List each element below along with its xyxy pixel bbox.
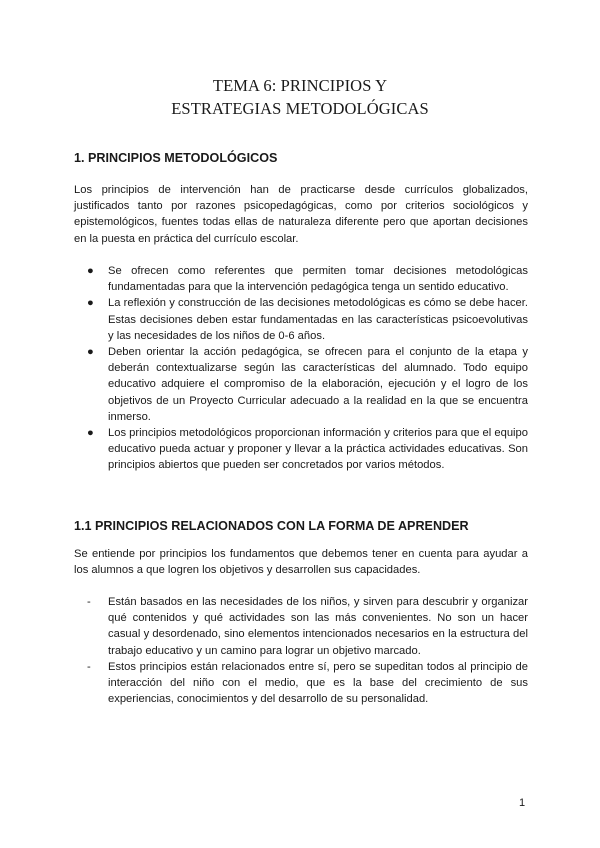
bullet-icon: ● [87, 265, 94, 277]
list-item [74, 594, 528, 659]
list-item [74, 425, 528, 474]
section-1-1-heading: 1.1 PRINCIPIOS RELACIONADOS CON LA FORMA DE APRENDER [74, 519, 469, 533]
section-1-bullet-list [74, 263, 528, 474]
document-title [0, 74, 600, 120]
bullet-icon: ● [87, 346, 94, 359]
list-item [74, 295, 528, 344]
section-1-1-intro: Se entiende por principios los fundamentos que debemos tener en cuenta para ayudar a los alumnos a que logren los objetivos y desarrollen sus capacidades. [74, 548, 528, 577]
list-item-text: Los principios metodológicos proporcionan información y criterios para que el equipo educativo pueda actuar y proponer y llevar a la práctica actividades educativas. Son principios abiertos que pueden ser concretados por varios métodos. [108, 427, 528, 472]
bullet-icon: ● [87, 297, 94, 310]
title-line-2: ESTRATEGIAS METODOLÓGICAS [171, 99, 429, 118]
list-item [74, 263, 528, 295]
dash-marker: - [87, 660, 91, 673]
title-line-1: TEMA 6: PRINCIPIOS Y [212, 76, 388, 95]
bullet-icon: ● [87, 427, 94, 440]
list-item [74, 344, 528, 425]
page-number: 1 [519, 797, 526, 809]
list-item-text: Están basados en las necesidades de los niños, y sirven para descubrir y organizar qué contenidos y qué actividades son las más convenientes. No son un hacer casual y desordenado, sino elementos intencionados necesarios en la estructura del trabajo educativo y un camino para lograr un objetivo marcado. [108, 596, 528, 657]
dash-marker: - [87, 596, 91, 608]
section-1-1-dash-list [74, 594, 528, 707]
list-item-text: Estos principios están relacionados entre sí, pero se supeditan todos al principio de interacción del niño con el medio, que es la base del crecimiento de sus experiencias, conocimientos y del desarrollo de su personalidad. [108, 660, 528, 706]
list-item-text: Se ofrecen como referentes que permiten tomar decisiones metodológicas fundamentadas para que la intervención pedagógica tenga un sentido educativo. [108, 265, 528, 294]
section-1-intro: Los principios de intervención han de practicarse desde currículos globalizados, justificados tanto por razones psicopedagógicas, como por criterios sociológicos y epistemológicos, fuentes todas ellas de naturaleza diferente pero que aportan decisiones en la puesta en práctica del currículo escolar. [74, 184, 528, 245]
list-item-text: Deben orientar la acción pedagógica, se ofrecen para el conjunto de la etapa y deberán contextualizarse según las características del alumnado. Todo equipo educativo adquiere el compromiso de la elaboración, ejecución y el logro de los objetivos de un Proyecto Curricular adecuado a la realidad en la que se encuentra inmerso. [108, 346, 528, 423]
section-1-heading: 1. PRINCIPIOS METODOLÓGICOS [74, 151, 278, 165]
list-item [74, 659, 528, 708]
list-item-text: La reflexión y construcción de las decisiones metodológicas es cómo se debe hacer. Estas decisiones deben estar fundamentadas en las características psicoevolutivas y las necesidades de los niños de 0-6 años. [108, 297, 528, 342]
